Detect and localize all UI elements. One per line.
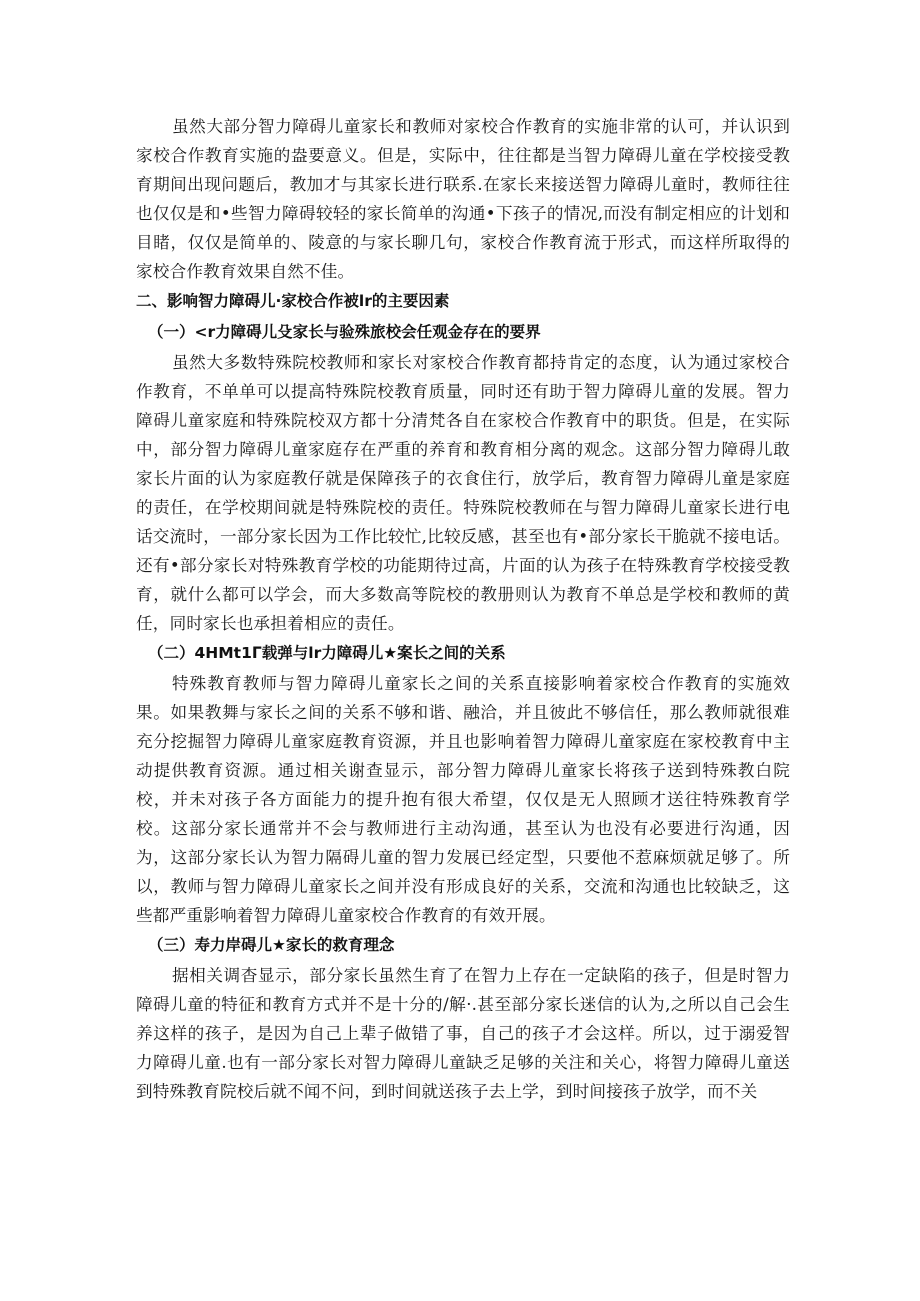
- paragraph: 特殊教育教师与智力障碍儿童家长之间的关系直接影响着家校合作教育的实施效果。如果教舞与家长之间的关系不够和谐、融洽，并且彼此不够信任，那么教师就很难充分挖掘智力障碍儿童家庭教育资源，并且也影响着智力障碍儿童家庭在家校教育中主动提供教育资源。通过相关谢查显示，部分智力障碍儿童家长将孩子送到特殊教白院校，并未对孩子各方面能力的提升抱有很大希望，仅仅是无人照顾才送往特殊教育学校。这部分家长通常并不会与教师进行主动沟通，甚至认为也没有必要进行沟通，因为，这部分家长认为智力隔碍儿童的智力发展已经定型，只要他不惹麻烦就足够了。所以，教师与智力障碍儿童家长之间并没有形成良好的关系，交流和沟通也比较缺乏，这些都严重影响着智力障碍儿童家校合作教育的有效开展。: [136, 674, 790, 925]
- subsection-heading: （二）4HMt1Γ载弹与lr力障碍儿★案长之间的关系: [148, 644, 506, 662]
- subsection-heading: （一）<r力障碍儿殳家长与验殊旅校会任观金存在的要界: [148, 323, 541, 341]
- paragraph: 虽然大多数特殊院校教师和家长对家校合作教育都持肯定的态度，认为通过家校合作教育，不单单可以提高特殊院校教育质量，同时还有助于智力障碍儿童的发展。智力障碍儿童家庭和特殊院校双方都十分清梵各自在家校合作教育中的职货。但是，在实际中，部分智力障碍儿童家庭存在严重的养育和教育相分离的观念。这部分智力障碍儿敢家长片面的认为家庭教仔就是保障孩子的衣食住行，放学后，教育智力障碍儿童是家庭的责任，在学校期间就是特殊院校的责任。特殊院校教师在与智力障碍儿童家长进行电话交流时，一部分家长因为工作比较忙,比较反感，甚至也有•部分家长干脆就不接电话。还有•部分家长对特殊教育学校的功能期待过高，片面的认为孩子在特殊教育学校接受教育，就什么都可以学会，而大多数高等院校的教册则认为教育不单总是学校和教师的黄任，同时家长也承担着相应的责任。: [136, 353, 790, 633]
- paragraph: 虽然大部分智力障碍儿童家长和教师对家校合作教育的实施非常的认可，并认识到家校合作教育实施的盎要意义。但是，实际中，往往都是当智力障碍儿童在学校接受教育期间出现问题后，教加才与其家长进行联系.在家长来接送智力障碍儿童时，教师往往也仅仅是和•些智力障碍较轻的家长简单的沟通•下孩子的情况,而没有制定相应的计划和目睹，仅仅是简单的、陵意的与家长聊几句，家校合作教育流于形式，而这样所取得的家校合作教育效果自然不佳。: [136, 117, 790, 281]
- paragraph: 据相关调杳显示，部分家长虽然生育了在智力上存在一定缺陷的孩子，但是时智力障碍儿童的特征和教育方式并不是十分的/解·.甚至部分家长迷信的认为,之所以自己会生养这样的孩子，是因为自己上辈子做错了事，自己的孩子才会这样。所以，过于溺爱智力障碍儿童.也有一部分家长对智力障碍儿童缺乏足够的关注和关心，将智力障碍儿童送到特殊教育院校后就不闻不问，到时间就送孩子去上学，到时间接孩子放学，而不关: [136, 966, 790, 1101]
- section-heading: 二、影响智力障碍儿·家校合作被lr的主要因素: [136, 292, 450, 310]
- document-body: [136, 112, 790, 1106]
- subsection-heading: （三）寿力岸碍儿★家长的救育理念: [148, 936, 395, 954]
